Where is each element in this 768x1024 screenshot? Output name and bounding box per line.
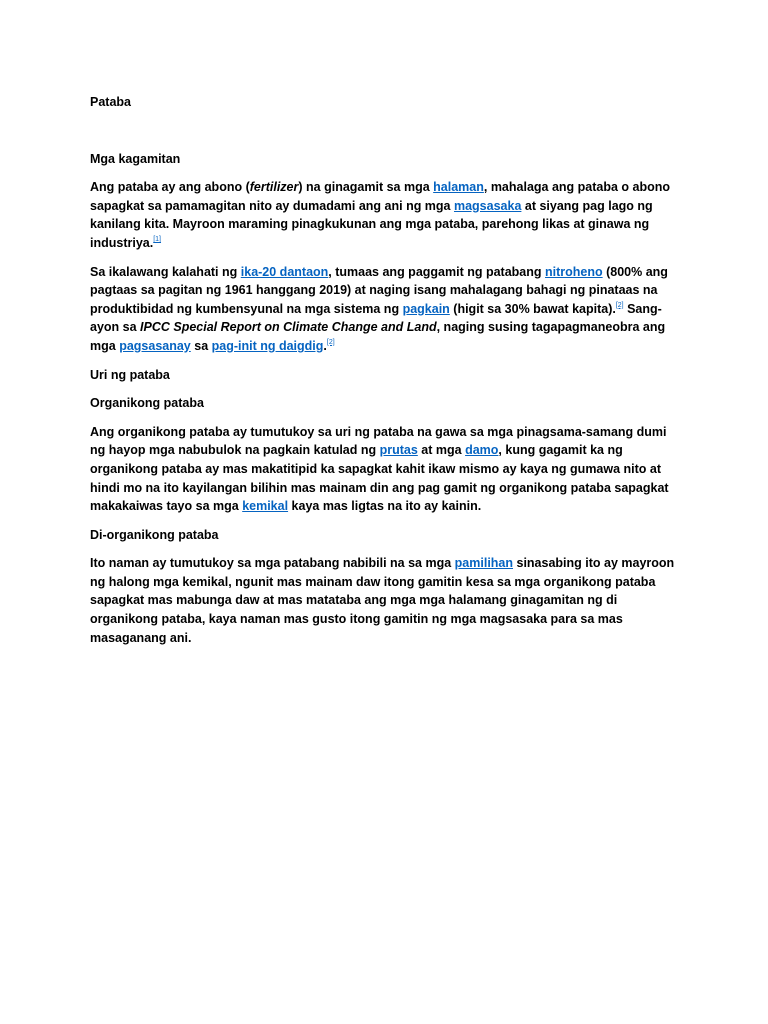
link-nitroheno[interactable]: nitroheno [545,264,603,279]
link-kemikal[interactable]: kemikal [242,499,289,514]
heading-uri-ng-pataba: Uri ng pataba [90,367,170,382]
citation-1[interactable]: [1] [153,235,162,243]
citation-2b[interactable]: [2] [326,338,335,346]
paragraph-organikong-pataba: Ang organikong pataba ay tumutukoy sa uri ng pataba na gawa sa mga pinagsama-samang dumi ng hayop mga nabubulok na pagkain katulad ng prutas at mga damo, kung gagamit ka ng organikong pataba ay mas makatitipid ka sapagkat kahit ikaw mismo ay kaya ng gumawa nito at hindi mo na ito kayilangan bilihin mas mainam din ang pag gamit ng organikong pataba sapagkat makakaiwas tayo sa mga kemikal kaya mas ligtas na ito ay kainin. [90,424,669,514]
link-halaman[interactable]: halaman [433,180,484,195]
link-prutas[interactable]: prutas [379,443,418,458]
section-heading-mga-kagamitan: Mga kagamitan [90,151,181,166]
link-pamilihan[interactable]: pamilihan [454,556,514,571]
link-pagsasanay[interactable]: pagsasanay [119,338,191,353]
link-pag-init-ng-daigdig[interactable]: pag-init ng daigdig [211,338,324,353]
document-page [90,93,680,657]
paragraph-nitroheno: Sa ikalawang kalahati ng ika-20 dantaon, tumaas ang paggamit ng patabang nitroheno (800% ang pagtaas sa pagitan ng 1961 hanggang 2019) at naging isang mahalagang bahagi ng pinataas na produktibidad ng kumbensyunal na mga sistema ng pagkain (higit sa 30% bawat kapita).[2] Sang-ayon sa IPCC Special Report on Climate Change and Land, naging susing tagapagmaneobra ang mga pagsasanay sa pag-init ng daigdig.[2] [90,264,668,353]
paragraph-intro: Ang pataba ay ang abono (fertilizer) na ginagamit sa mga halaman, mahalaga ang pataba o abono sapagkat sa pamamagitan nito ay dumadami ang ani ng mga magsasaka at siyang pag lago ng kanilang kita. Mayroon maraming pinagkukunan ang mga pataba, parehong likas at ginawa ng industriya.[1] [90,180,671,250]
link-pagkain[interactable]: pagkain [402,301,450,316]
paragraph-di-organikong-pataba: Ito naman ay tumutukoy sa mga patabang nabibili na sa mga pamilihan sinasabing ito ay mayroon ng halong mga kemikal, ngunit mas mainam daw itong gamitin kesa sa mga organikong pataba sapagkat mas mabunga daw at mas matataba ang mga mga halamang ginagamitan ng di organikong pataba, kaya naman mas gusto itong gamitin ng mga magsasaka para sa mas masaganang ani. [90,556,675,645]
link-damo[interactable]: damo [465,443,499,458]
ipcc-report-title: IPCC Special Report on Climate Change and Land [140,320,437,335]
citation-2a[interactable]: [2] [615,301,624,309]
link-ika-20-dantaon[interactable]: ika-20 dantaon [240,264,329,279]
term-fertilizer: fertilizer [249,180,299,195]
link-magsasaka[interactable]: magsasaka [453,198,522,213]
document-title: Pataba [90,95,131,109]
heading-di-organikong-pataba: Di-organikong pataba [90,527,219,542]
heading-organikong-pataba: Organikong pataba [90,396,204,411]
